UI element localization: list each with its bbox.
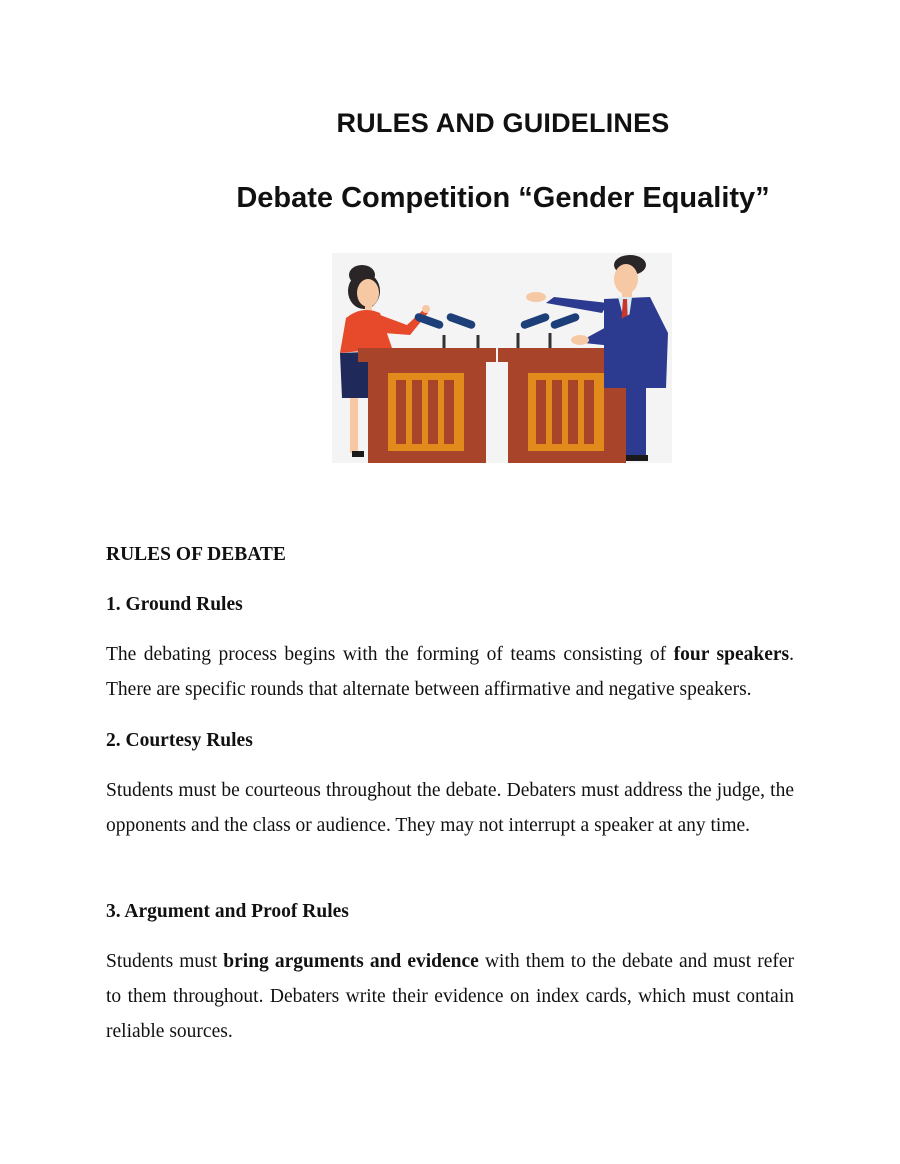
rule-3-heading: 3. Argument and Proof Rules xyxy=(106,901,349,922)
rule-1-text xyxy=(106,637,794,707)
page-subtitle: Debate Competition “Gender Equality” xyxy=(236,182,770,214)
rule-3-text xyxy=(106,944,794,1049)
rule-1-heading: 1. Ground Rules xyxy=(106,594,243,615)
debate-podiums-illustration xyxy=(332,253,672,463)
rule-3-bold-text: bring arguments and evidence xyxy=(223,951,479,972)
rule-3-text-start: Students must xyxy=(106,951,224,972)
rule-2-text: Students must be courteous throughout the debate. Debaters must address the judge, the opponents and the class or audience. They may not interrupt a speaker at any time. xyxy=(106,780,794,836)
rule-1-text-end: . There are specific rounds that alternate between affirmative and negative speakers. xyxy=(106,644,794,700)
section-heading: RULES OF DEBATE xyxy=(106,544,286,565)
rule-1-text-start: The debating process begins with the forming of teams consisting of xyxy=(106,644,674,665)
rule-2-heading: 2. Courtesy Rules xyxy=(106,730,253,751)
page-title: RULES AND GUIDELINES xyxy=(336,108,670,138)
rule-3-text-end: with them to the debate and must refer to them throughout. Debaters write their evidence on index cards, which must contain reliable sources. xyxy=(106,951,794,1042)
rule-1-bold-text: four speakers xyxy=(673,644,790,665)
